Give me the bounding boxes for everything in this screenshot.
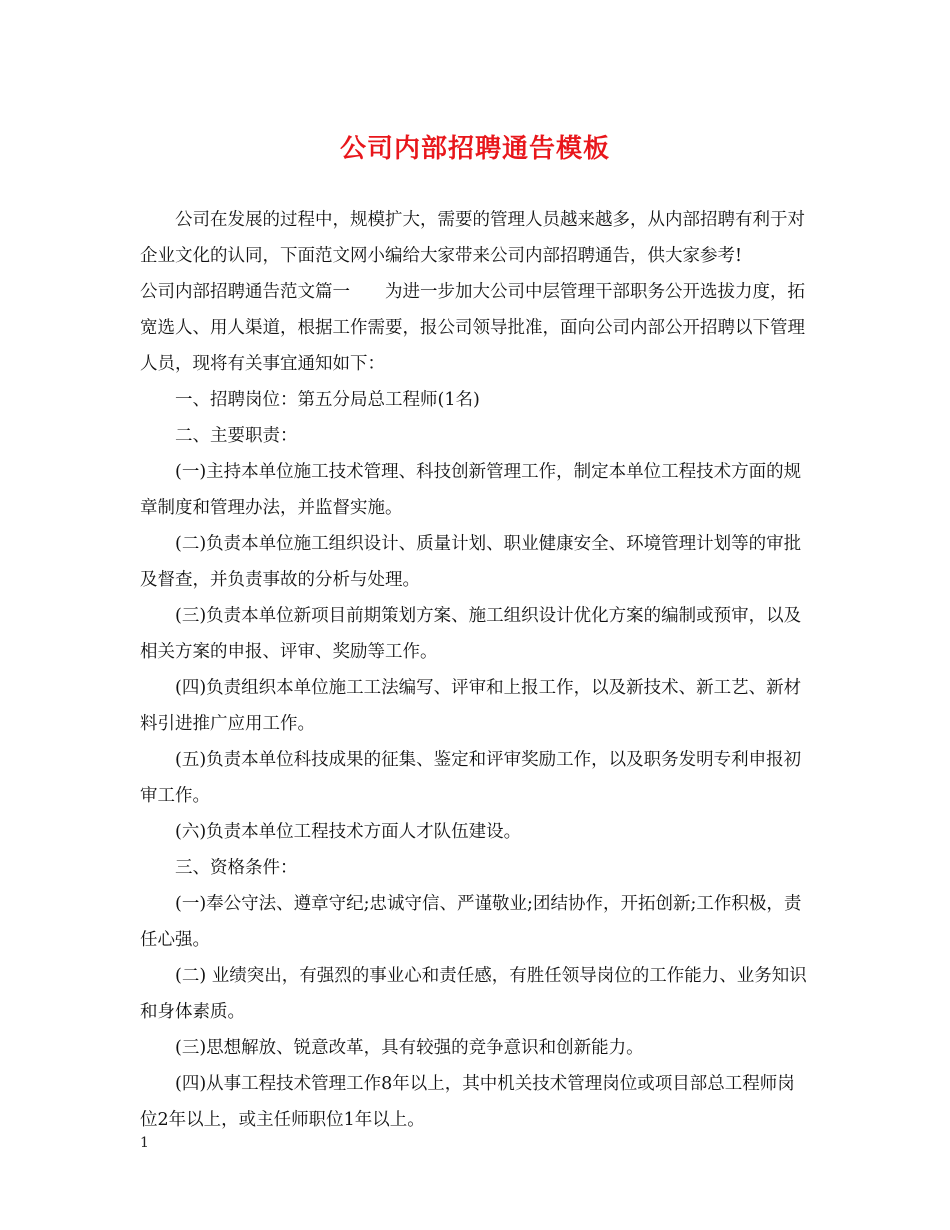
section-heading-position: 一、招聘岗位：第五分局总工程师(1名) (175, 390, 480, 410)
duty-item: (六)负责本单位工程技术方面人才队伍建设。 (175, 822, 522, 842)
duty-item: (二)负责本单位施工组织设计、质量计划、职业健康安全、环境管理计划等的审批及督查，并负责事故的分析与处理。 (140, 534, 802, 590)
section-heading-duties: 二、主要职责： (175, 426, 298, 446)
intro-paragraph: 公司在发展的过程中，规模扩大，需要的管理人员越来越多，从内部招聘有利于对企业文化的认同，下面范文网小编给大家带来公司内部招聘通告，供大家参考! (140, 210, 805, 266)
page-number: 1 (140, 1135, 149, 1151)
notice-opening-paragraph: 公司内部招聘通告范文篇一 为进一步加大公司中层管理干部职务公开选拔力度，拓宽选人、用人渠道，根据工作需要，报公司领导批准，面向公司内部公开招聘以下管理人员，现将有关事宜通知如下： (140, 282, 805, 374)
qualification-item: (三)思想解放、锐意改革，具有较强的竞争意识和创新能力。 (175, 1038, 644, 1058)
duty-item: (四)负责组织本单位施工工法编写、评审和上报工作，以及新技术、新工艺、新材料引进推广应用工作。 (140, 678, 802, 734)
duty-item: (五)负责本单位科技成果的征集、鉴定和评审奖励工作，以及职务发明专利申报初审工作。 (140, 750, 802, 806)
section-heading-qualifications: 三、资格条件： (175, 858, 298, 878)
qualification-item: (二) 业绩突出，有强烈的事业心和责任感，有胜任领导岗位的工作能力、业务知识和身体素质。 (140, 966, 807, 1022)
document-title: 公司内部招聘通告模板 (339, 134, 610, 164)
qualification-item: (一)奉公守法、遵章守纪;忠诚守信、严谨敬业;团结协作，开拓创新;工作积极，责任心强。 (140, 894, 802, 950)
duty-item: (一)主持本单位施工技术管理、科技创新管理工作，制定本单位工程技术方面的规章制度和管理办法，并监督实施。 (140, 462, 802, 518)
qualification-item: (四)从事工程技术管理工作8年以上，其中机关技术管理岗位或项目部总工程师岗位2年以上，或主任师职位1年以上。 (140, 1074, 795, 1130)
document-body (140, 202, 812, 1138)
duty-item: (三)负责本单位新项目前期策划方案、施工组织设计优化方案的编制或预审，以及相关方案的申报、评审、奖励等工作。 (140, 606, 802, 662)
